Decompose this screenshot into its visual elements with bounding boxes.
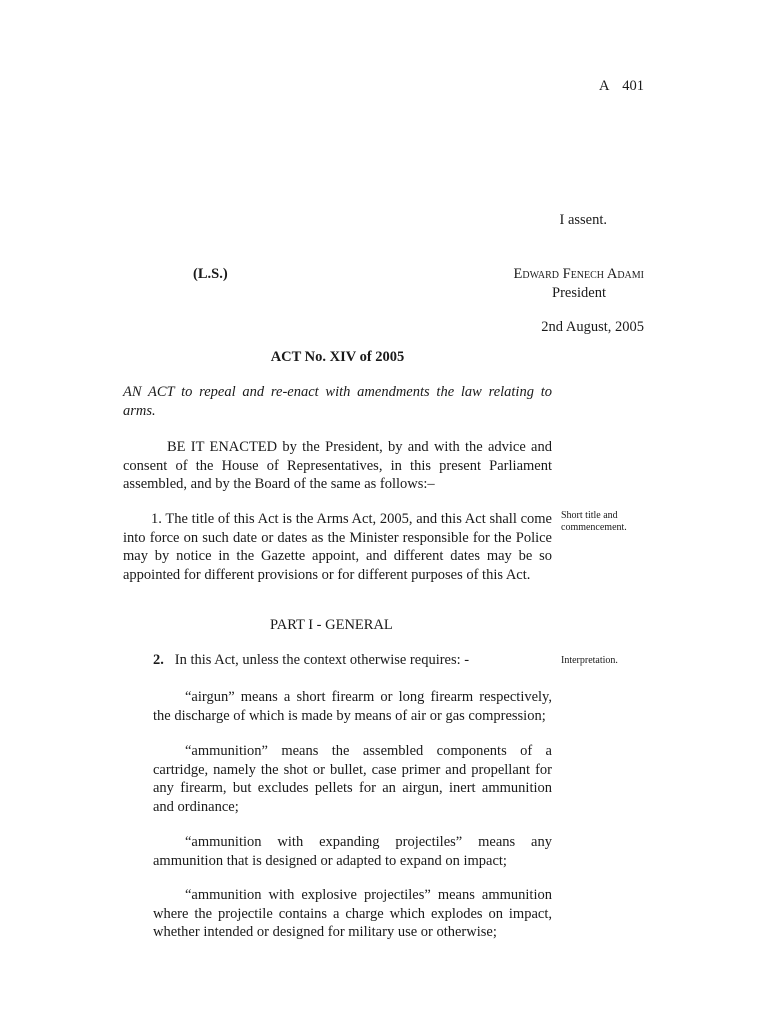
marginal-note-short-title: Short title and commencement.	[561, 510, 627, 533]
seal-mark: (L.S.)	[193, 266, 228, 282]
definition-explosive-projectiles: “ammunition with explosive projectiles” means ammunition where the projectile contains a charge which explodes on impact, whether intended or designed for military use or otherwise;	[153, 887, 552, 941]
long-title	[123, 383, 552, 420]
section-1-text: . The title of this Act is the Arms Act, 2005, and this Act shall come into force on such date or dates as the Minister responsible for the Police may by notice in the Gazette appoint, and different dates may be so appointed for different provisions or for different purposes of this Act.	[123, 511, 552, 584]
section-2-number: 2.	[153, 652, 164, 668]
assent-text: I assent.	[559, 212, 607, 228]
act-title: ACT No. XIV of 2005	[270, 349, 405, 365]
definition-airgun: “airgun” means a short firearm or long firearm respectively, the discharge of which is made by means of air or gas compression;	[153, 689, 552, 724]
section-1-number: 1	[151, 511, 159, 527]
section-2	[153, 652, 469, 669]
enacting-clause: BE IT ENACTED by the President, by and with the advice and consent of the House of Representatives, in this present Parliament assembled, and by the Board of the same as follows:–	[123, 439, 552, 493]
part-heading: PART I - GENERAL	[270, 617, 393, 633]
section-1	[123, 510, 552, 585]
section-2-text: In this Act, unless the context otherwise requires: -	[174, 652, 470, 668]
definition-expanding-projectiles: “ammunition with expanding projectiles” means any ammunition that is designed or adapted to expand on impact;	[153, 834, 552, 869]
signatory-title: President	[552, 285, 606, 301]
long-title-text: AN ACT to repeal and re-enact with amendments the law relating to arms.	[123, 384, 552, 419]
marginal-note-interpretation: Interpretation.	[561, 655, 618, 666]
definition-ammunition: “ammunition” means the assembled components of a cartridge, namely the shot or bullet, case primer and propellant for any firearm, but excludes pellets for an airgun, inert ammunition and ordinance;	[153, 743, 552, 816]
signatory-name: Edward Fenech Adami	[513, 266, 644, 282]
page-number: A 401	[598, 78, 644, 94]
assent-date: 2nd August, 2005	[541, 319, 644, 335]
